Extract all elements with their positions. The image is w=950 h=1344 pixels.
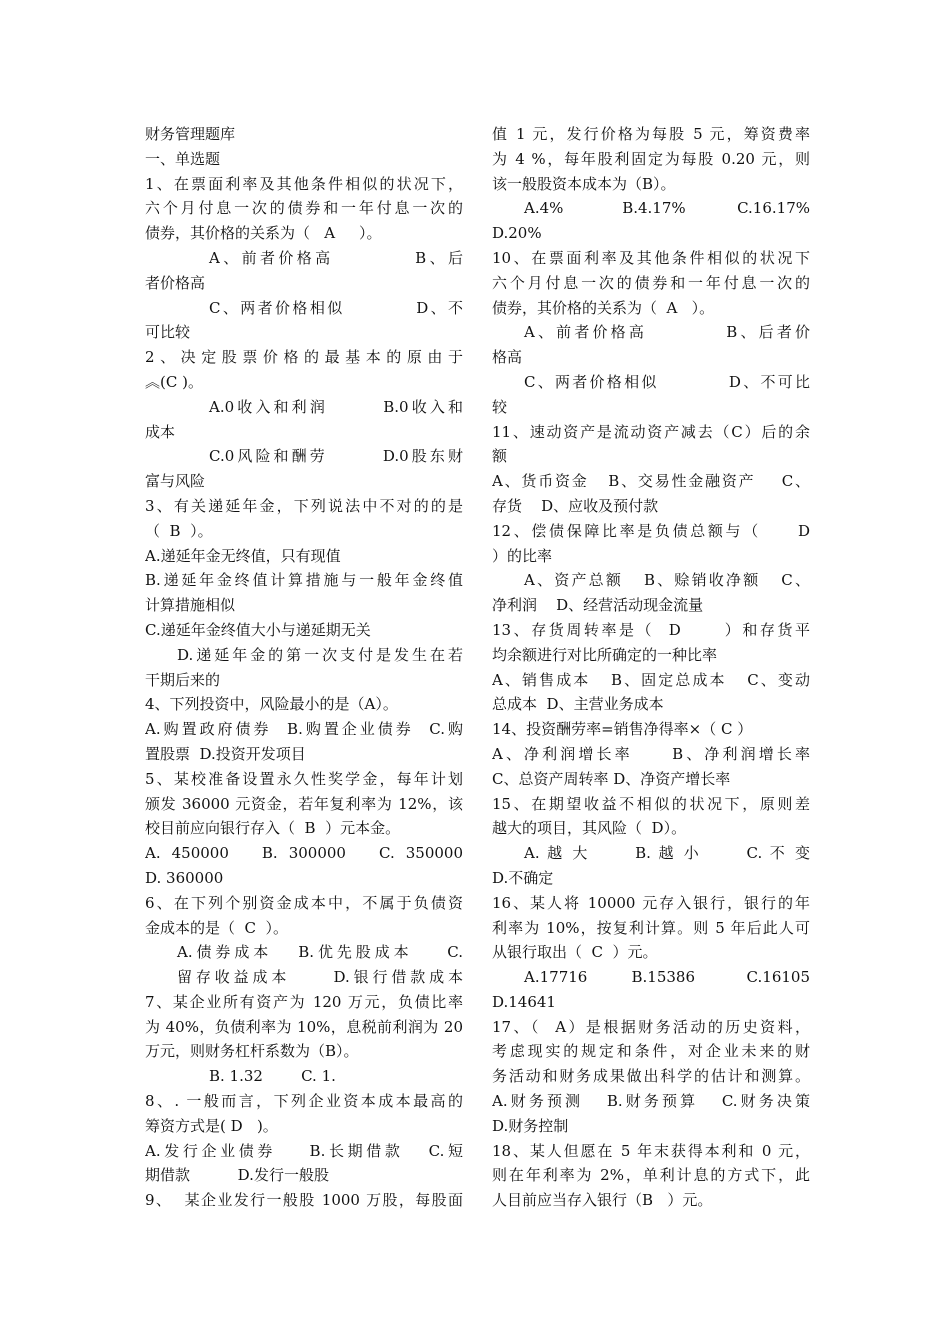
text-line: A.购置政府债券 B.购置企业债券 C.购: [145, 720, 463, 739]
text-line: 期借款 D.发行一般股: [145, 1166, 329, 1185]
text-line: 颁发 36000 元资金，若年复利率为 12%，该: [145, 794, 463, 813]
text-line: ）的比率: [492, 546, 553, 565]
text-line: 一、单选题: [145, 149, 221, 168]
text-line: 格高: [492, 348, 523, 367]
text-line: C.递延年金终值大小与递延期无关: [145, 620, 371, 639]
text-line: （ B ）。: [145, 521, 213, 540]
text-line: 18、某人但愿在 5 年末获得本利和 0 元，: [492, 1141, 810, 1160]
text-line: 万元，则财务杠杆系数为（B）。: [145, 1042, 359, 1061]
text-line: 6、在下列个别资金成本中，不属于负债资: [145, 893, 463, 912]
text-line: A.递延年金无终值，只有现值: [145, 546, 341, 565]
text-line: 金成本的是（ C ）。: [145, 918, 289, 937]
text-line: 11、速动资产是流动资产减去（C）后的余: [492, 422, 810, 441]
text-line: A、货币资金 B、交易性金融资产 C、: [492, 472, 810, 491]
text-line: A.财务预测 B.财务预算 C.财务决策: [492, 1092, 810, 1111]
text-line: 为 4 %，每年股利固定为每股 0.20 元，则: [492, 149, 810, 168]
text-line: 为 40%，负债利率为 10%，息税前利润为 20: [145, 1017, 463, 1036]
text-line: 成本: [145, 422, 176, 441]
text-line: 7、某企业所有资产为 120 万元，负债比率: [145, 992, 463, 1011]
text-line: 3、有关递延年金，下列说法中不对的的是: [145, 496, 463, 515]
right-text-column: [492, 122, 810, 1213]
text-line: 债券，其价格的关系为（ A ）。: [145, 224, 382, 243]
text-line: 额: [492, 447, 508, 466]
text-line: A、资产总额 B、赊销收净额 C、: [524, 571, 810, 590]
text-line: A、前者价格高 B、后者价: [524, 323, 810, 342]
text-line: 17、（ A）是根据财务活动的历史资料，: [492, 1017, 810, 1036]
text-line: D.财务控制: [492, 1116, 569, 1135]
text-line: 财务管理题库: [145, 125, 236, 143]
text-line: D.递延年金的第一次支付是发生在若: [177, 645, 463, 664]
text-line: 4、下列投资中，风险最小的是（A）。: [145, 695, 398, 714]
text-line: 净利润 D、经营活动现金流量: [492, 596, 704, 615]
text-line: 13、存货周转率是（ D ）和存货平: [492, 620, 810, 639]
text-line: A.4% B.4.17% C.16.17%: [524, 199, 810, 218]
text-line: 总成本 D、主营业务成本: [492, 695, 664, 714]
text-line: D.14641: [492, 992, 556, 1011]
text-line: 均余额进行对比所确定的一种比率: [492, 645, 718, 664]
text-line: 务活动和财务成果做出科学的估计和测算。: [492, 1067, 810, 1086]
text-line: D.20%: [492, 224, 542, 243]
text-line: C、两者价格相似 D、不: [209, 298, 463, 317]
text-line: 该一般股资本成本为（B）。: [492, 174, 676, 193]
left-text-column: [145, 122, 463, 1213]
text-line: 留存收益成本 D.银行借款成本: [177, 968, 463, 987]
text-line: 2、决定股票价格的最基本的原由于: [145, 348, 463, 367]
text-line: 干期后来的: [145, 670, 221, 689]
text-line: 15、在期望收益不相似的状况下，原则差: [492, 794, 810, 813]
text-line: A.17716 B.15386 C.16105: [524, 968, 810, 987]
text-line: 9、 某企业发行一般股 1000 万股，每股面: [145, 1191, 463, 1210]
text-line: 校目前应向银行存入（ B ）元本金。: [145, 819, 401, 838]
text-line: 值 1 元，发行价格为每股 5 元，筹资费率: [492, 125, 810, 143]
text-line: 人目前应当存入银行（B ）元。: [492, 1191, 713, 1210]
text-line: A、销售成本 B、固定总成本 C、变动: [492, 670, 810, 689]
text-line: 16、某人将 10000 元存入银行，银行的年: [492, 893, 810, 912]
text-line: C.0风险和酬劳 D.0股东财: [209, 447, 463, 466]
text-line: 六个月付息一次的债券和一年付息一次的: [145, 199, 463, 218]
text-line: 考虑现实的规定和条件，对企业未来的财: [492, 1042, 810, 1061]
text-line: 债券，其价格的关系为（ A ）。: [492, 298, 715, 317]
text-line: 越大的项目，其风险（ D）。: [492, 819, 687, 838]
text-line: A、净利润增长率 B、净利润增长率: [492, 744, 810, 763]
text-line: 可比较: [145, 323, 191, 342]
text-line: 计算措施相似: [145, 596, 236, 615]
text-line: B.递延年金终值计算措施与一般年金终值: [145, 571, 463, 590]
text-line: A. 越 大 B. 越 小 C. 不 变: [524, 844, 810, 863]
text-line: 存货 D、应收及预付款: [492, 496, 659, 515]
text-line: C、两者价格相似 D、不可比: [524, 372, 810, 391]
text-line: B. 1.32 C. 1.: [209, 1067, 336, 1086]
text-line: 1、在票面利率及其他条件相似的状况下，: [145, 174, 463, 193]
text-line: 利率为 10%，按复利计算。则 5 年后此人可: [492, 918, 810, 937]
text-line: 14、投资酬劳率=销售净得率×（ C ）: [492, 720, 753, 739]
text-line: C、总资产周转率 D、净资产增长率: [492, 769, 731, 788]
text-line: A. 450000 B. 300000 C. 350000: [145, 844, 463, 863]
text-line: A.0收入和利润 B.0收入和: [209, 397, 463, 416]
text-line: 则在年利率为 2%，单利计息的方式下，此: [492, 1166, 810, 1185]
text-line: A.发行企业债券 B.长期借款 C.短: [145, 1141, 463, 1160]
text-line: D.不确定: [492, 868, 554, 887]
text-line: 富与风险: [145, 472, 206, 491]
text-line: 者价格高: [145, 273, 206, 292]
text-line: D. 360000: [145, 868, 224, 887]
text-line: 六个月付息一次的债券和一年付息一次的: [492, 273, 810, 292]
text-line: 12、偿债保障比率是负债总额与（ D: [492, 521, 810, 540]
text-line: A.债券成本 B.优先股成本 C.: [177, 943, 463, 962]
text-line: 筹资方式是( D )。: [145, 1116, 278, 1135]
text-line: 5、某校准备设置永久性奖学金，每年计划: [145, 769, 463, 788]
text-line: 置股票 D.投资开发项目: [145, 744, 306, 763]
text-line: 从银行取出（ C ）元。: [492, 943, 658, 962]
text-line: ︽(C )。: [145, 372, 203, 391]
text-line: A、前者价格高 B、后: [209, 248, 463, 267]
text-line: 8、. 一般而言，下列企业资本成本最高的: [145, 1092, 463, 1111]
text-line: 10、在票面利率及其他条件相似的状况下: [492, 248, 810, 267]
text-line: 较: [492, 397, 508, 416]
